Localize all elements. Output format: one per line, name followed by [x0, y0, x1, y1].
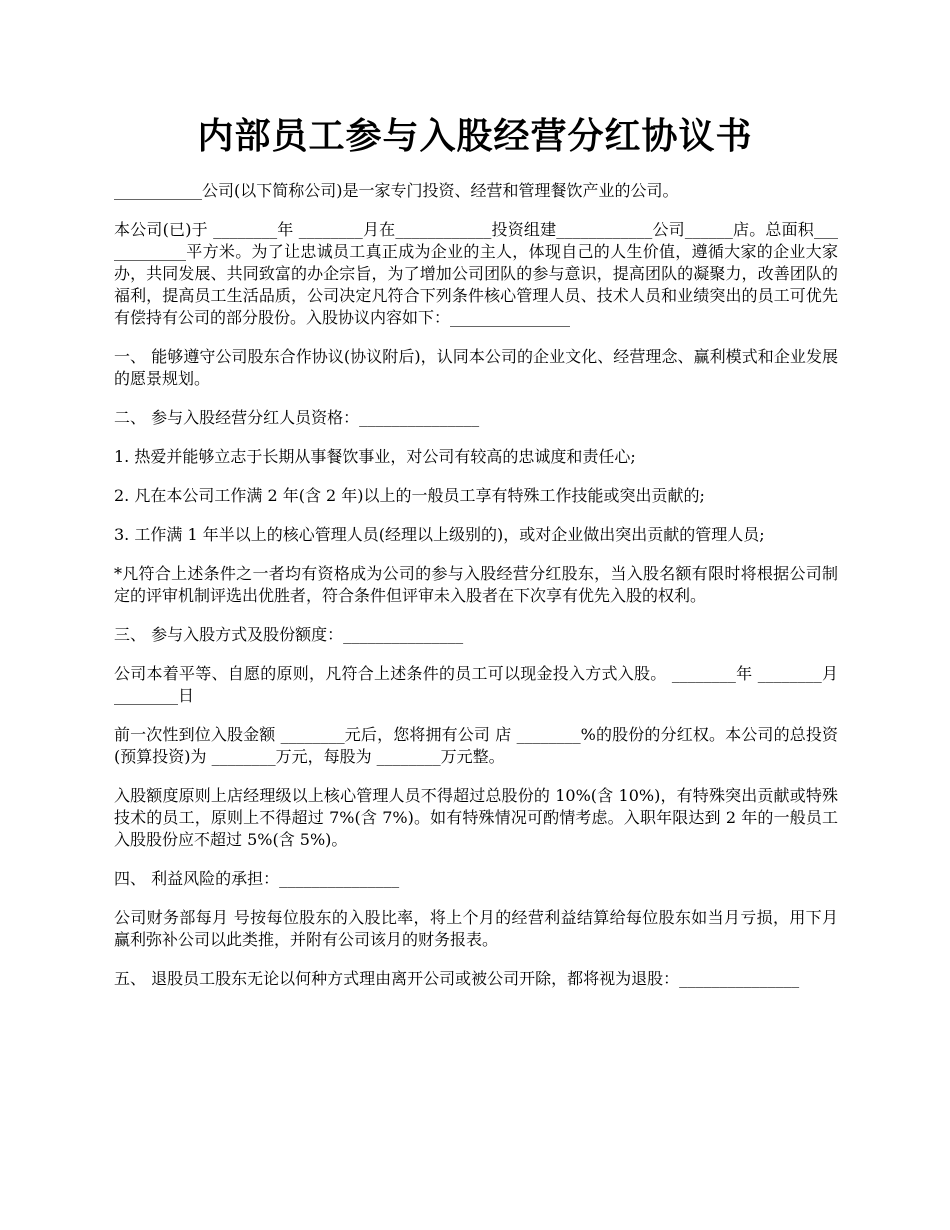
qualification-item-2: 2. 凡在本公司工作满 2 年(含 2 年)以上的一般员工享有特殊工作技能或突出贡献的;: [114, 486, 705, 505]
section-2-heading: 二、 参与入股经营分红人员资格：_______________: [114, 408, 480, 427]
share-limit-paragraph: 入股额度原则上店经理级以上核心管理人员不得超过总股份的 10%(含 10%)，有特殊突出贡献或特殊技术的员工，原则上不得超过 7%(含 7%)。如有特殊情况可酌情考虑。入职年限达到 2 年的一般员工入股股份应不超过 5%(含 5%)。: [114, 786, 838, 849]
section-3-heading: 三、 参与入股方式及股份额度：_______________: [114, 625, 464, 644]
qualification-note: *凡符合上述条件之一者均有资格成为公司的参与入股经营分红股东，当入股名额有限时将根据公司制定的评审机制评选出优胜者，符合条件但评审未入股者在下次享有优先入股的权利。: [114, 564, 838, 605]
background-paragraph: 本公司(已)于 ________年 ________月在____________投资组建____________公司______店。总面积____________平方米。为了让忠诚员工真正成为企业的主人，体现自己的人生价值，遵循大家的企业大家办，共同发展、共同致富的办企宗旨，为了增加公司团队的参与意识，提高团队的凝聚力，改善团队的福利，提高员工生活品质，公司决定凡符合下列条件核心管理人员、技术人员和业绩突出的员工可优先有偿持有公司的部分股份。入股协议内容如下：_______________: [114, 220, 838, 327]
section-4-heading: 四、 利益风险的承担：_______________: [114, 869, 400, 888]
investment-amount-paragraph: 前一次性到位入股金额 ________元后，您将拥有公司 店 ________%的股份的分红权。本公司的总投资(预算投资)为 ________万元，每股为 ________万元整。: [114, 725, 838, 766]
section-1-paragraph: 一、 能够遵守公司股东合作协议(协议附后)，认同本公司的企业文化、经营理念、赢利模式和企业发展的愿景规划。: [114, 347, 838, 388]
document-body: [114, 180, 844, 1007]
qualification-item-1: 1. 热爱并能够立志于长期从事餐饮事业，对公司有较高的忠诚度和责任心;: [114, 447, 636, 466]
qualification-item-3: 3. 工作满 1 年半以上的核心管理人员(经理以上级别的)，或对企业做出突出贡献的管理人员;: [114, 525, 765, 544]
section-5-paragraph: 五、 退股员工股东无论以何种方式理由离开公司或被公司开除，都将视为退股：_______________: [114, 969, 800, 988]
document-title: 内部员工参与入股经营分红协议书: [197, 115, 753, 157]
investment-method-paragraph: 公司本着平等、自愿的原则，凡符合上述条件的员工可以现金投入方式入股。 ________年 ________月 ________日: [114, 664, 844, 705]
intro-paragraph: ___________公司(以下简称公司)是一家专门投资、经营和管理餐饮产业的公司。: [114, 181, 679, 200]
profit-settlement-paragraph: 公司财务部每月 号按每位股东的入股比率，将上个月的经营利益结算给每位股东如当月亏损，用下月赢利弥补公司以此类推，并附有公司该月的财务报表。: [114, 908, 838, 949]
